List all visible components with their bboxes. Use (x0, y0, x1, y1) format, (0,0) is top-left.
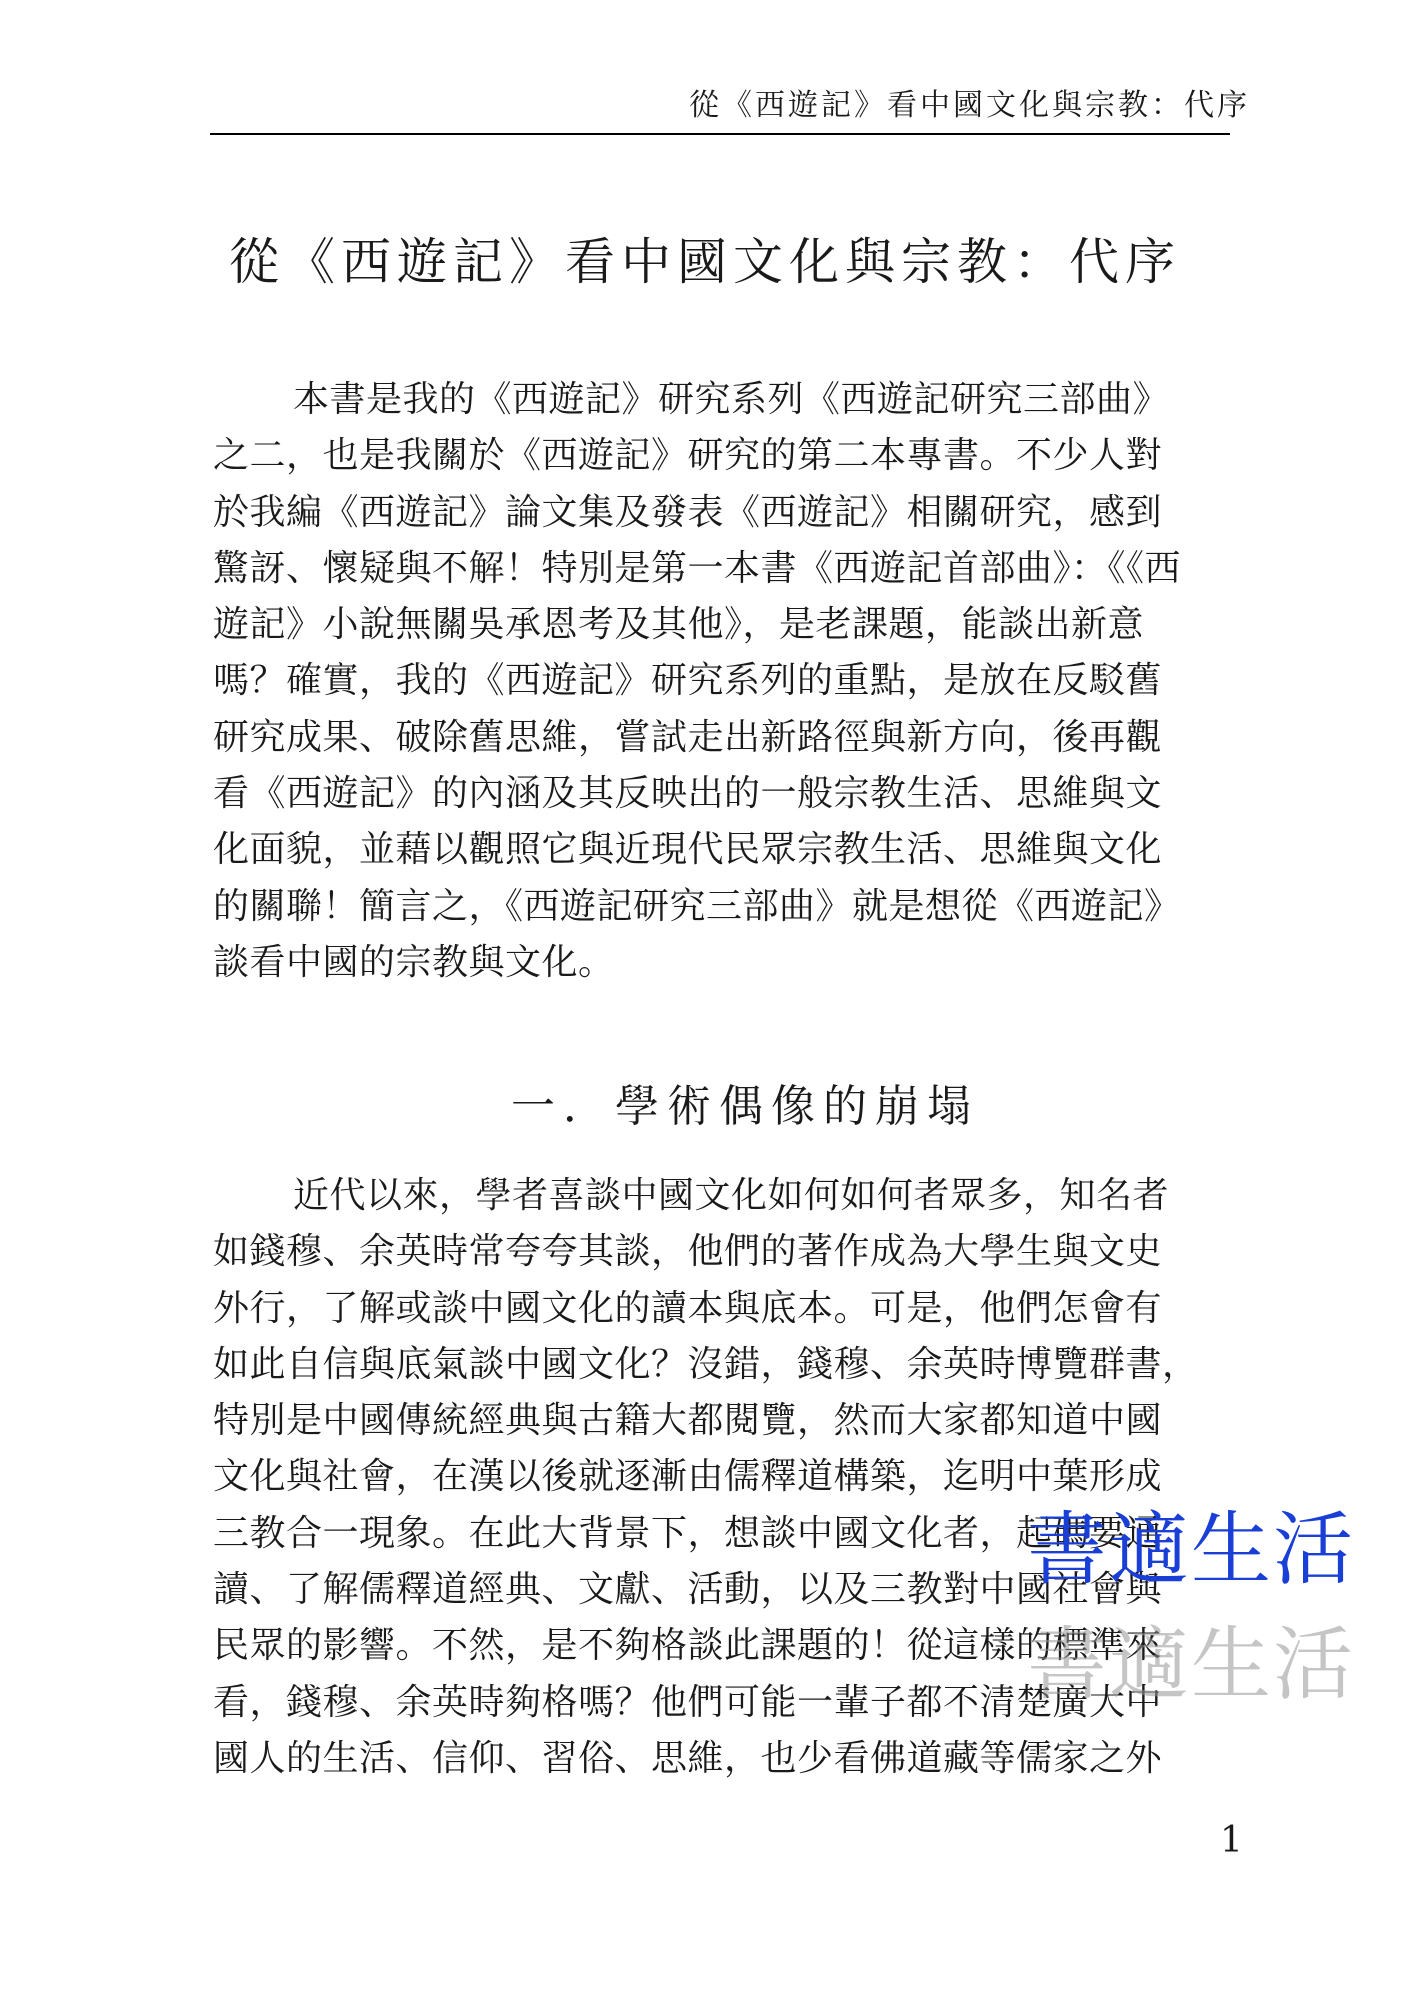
text-line: 之二，也是我關於《西遊記》研究的第二本專書。不少人對 (213, 435, 1163, 477)
text-line: 近代以來，學者喜談中國文化如何如何者眾多，知名者 (293, 1175, 1170, 1216)
text-line: 遊記》小說無關吳承恩考及其他》，是老課題，能談出新意 (213, 604, 1145, 646)
text-line: 化面貌，並藉以觀照它與近現代民眾宗教生活、思維與文化 (213, 829, 1163, 871)
text-line: 看，錢穆、余英時夠格嗎？他們可能一輩子都不清楚廣大中 (213, 1681, 1163, 1723)
text-line: 特別是中國傳統經典與古籍大都閱覽，然而大家都知道中國 (213, 1400, 1163, 1442)
text-line: 如錢穆、余英時常夸夸其談，他們的著作成為大學生與文史 (213, 1231, 1163, 1273)
text-line: 看《西遊記》的內涵及其反映出的一般宗教生活、思維與文 (213, 773, 1163, 815)
watermark-logo-faded: 書適生活 (1027, 1618, 1355, 1711)
text-line: 於我編《西遊記》論文集及發表《西遊記》相關研究，感到 (213, 491, 1163, 533)
text-line: 本書是我的《西遊記》研究系列《西遊記研究三部曲》 (293, 379, 1170, 420)
text-line: 國人的生活、信仰、習俗、思維，也少看佛道藏等儒家之外 (213, 1737, 1163, 1779)
text-line: 嗎？確實，我的《西遊記》研究系列的重點，是放在反駁舊 (213, 660, 1163, 702)
page-title: 從《西遊記》看中國文化與宗教：代序 (229, 233, 1181, 291)
text-line: 文化與社會，在漢以後就逐漸由儒釋道構築，迄明中葉形成 (213, 1456, 1163, 1498)
text-line: 民眾的影響。不然，是不夠格談此課題的！從這樣的標準來 (213, 1625, 1163, 1667)
text-line: 如此自信與底氣談中國文化？沒錯，錢穆、余英時博覽群書， (213, 1343, 1199, 1385)
text-line: 談看中國的宗教與文化。 (213, 941, 615, 983)
text-line: 讀、了解儒釋道經典、文獻、活動，以及三教對中國社會與 (213, 1569, 1163, 1611)
page-number: 1 (1220, 1820, 1243, 1861)
text-line: 研究成果、破除舊思維，嘗試走出新路徑與新方向，後再觀 (213, 716, 1163, 758)
text-line: 外行，了解或談中國文化的讀本與底本。可是，他們怎會有 (213, 1287, 1163, 1329)
preface-paragraph-1 (213, 372, 1223, 991)
text-line: 的關聯！簡言之，《西遊記研究三部曲》就是想從《西遊記》 (213, 885, 1181, 927)
watermark-logo: 書適生活 (1027, 1503, 1355, 1596)
text-line: 驚訝、懷疑與不解！特別是第一本書《西遊記首部曲》：《《西 (213, 547, 1182, 589)
running-header: 從《西遊記》看中國文化與宗教：代序 (689, 88, 1250, 123)
section-heading: 一．學術偶像的崩塌 (511, 1081, 979, 1132)
header-rule (210, 133, 1230, 135)
text-line: 三教合一現象。在此大背景下，想談中國文化者，起碼要通 (213, 1512, 1163, 1554)
